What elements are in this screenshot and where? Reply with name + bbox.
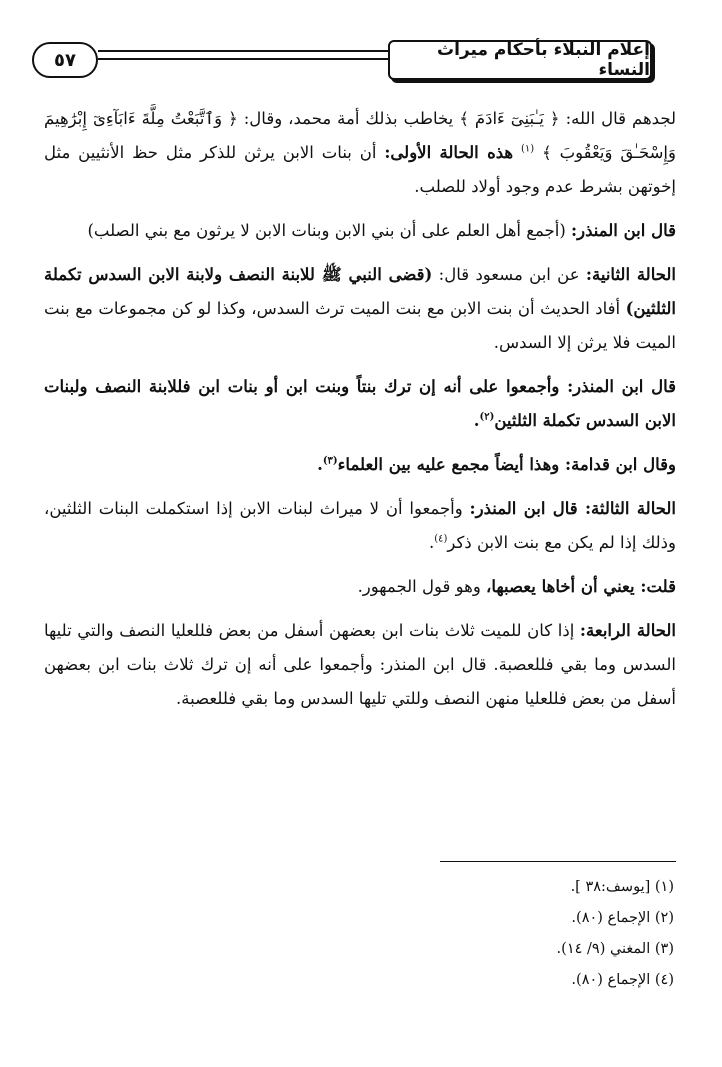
case-four-heading: الحالة الرابعة: [579, 621, 676, 640]
case-two-hadith: (قضى النبي ﷺ للابنة النصف ولابنة الابن السدس تكملة الثلثين) [44, 265, 676, 318]
book-title: إعلام النبلاء بأحكام ميراث النساء [437, 40, 650, 80]
header-rule-top [98, 50, 398, 52]
paragraph-3 [44, 258, 676, 360]
paragraph-1 [44, 102, 676, 204]
footnote-separator [440, 861, 676, 862]
case-three-heading: الحالة الثالثة: قال ابن المنذر: [469, 499, 676, 518]
page-header [28, 36, 668, 88]
paragraph-2 [44, 214, 676, 248]
footnote-ref-1: (١) [520, 143, 535, 155]
paragraph-5: وقال ابن قدامة: وهذا أيضاً مجمع عليه بين العلماء$^{(٣)}$. [317, 455, 676, 474]
case-two-heading: الحالة الثانية: [585, 265, 677, 284]
paragraph-4: قال ابن المنذر: وأجمعوا على أنه إن ترك بنتاً وبنت ابن أو بنات ابن فللابنة النصف ولبنات الابن السدس تكملة الثلثين$^{(٢)}$. [44, 377, 676, 430]
ibn-almundhir-label-1: قال ابن المنذر: [571, 221, 676, 240]
footnote-ref-2: (٢) [479, 411, 495, 423]
case-two-narration: عن ابن مسعود قال: [438, 265, 580, 284]
footnote-2: (٢) الإجماع (٨٠). [571, 910, 674, 926]
page-body [44, 102, 676, 720]
ibn-almundhir-consensus-2: قال ابن المنذر: وأجمعوا على أنه إن ترك بنتاً وبنت ابن أو بنات ابن فللابنة النصف ولبنات الابن السدس تكملة الثلثين [44, 377, 676, 430]
case-one-heading: هذه الحالة الأولى: [384, 143, 514, 162]
author-comment: قلت: يعني أن أخاها يعصبها، [486, 577, 676, 596]
footnote-ref-3: (٣) [322, 455, 338, 467]
case-two-explanation: أفاد الحديث أن بنت الابن مع بنت الميت ترث السدس، وكذا لو كن مجموعات مع بنت الميت فلا يرثن إلا السدس. [44, 299, 676, 352]
header-rule-bottom [98, 58, 398, 60]
paragraph-8 [44, 614, 676, 716]
case-one-text: أن بنات الابن يرثن للذكر مثل حظ الأنثيين مثل إخوتهن بشرط عدم وجود أولاد للصلب. [44, 143, 676, 196]
ibn-qudama-statement: وقال ابن قدامة: وهذا أيضاً مجمع عليه بين العلماء [337, 455, 676, 474]
footnote-4: (٤) الإجماع (٨٠). [571, 972, 674, 988]
book-title-box [388, 40, 652, 80]
case-three-text: وأجمعوا أن لا ميراث لبنات الابن إذا استكملت البنات الثلثين، وذلك إذا لم يكن مع بنت الابن ذكر [44, 499, 676, 552]
footnotes [44, 872, 674, 996]
case-four-text: إذا كان للميت ثلاث بنات ابن بعضهن أسفل من بعض فللعليا النصف والتي تليها السدس وما بقي فللعصبة. قال ابن المنذر: وأجمعوا على أنه إن ترك ثلاث بنات ابن بعضهن أسفل من بعض فللعليا منهن النصف وللتي تليها السدس وما بقي فللعصبة. [44, 621, 676, 708]
paragraph-7 [44, 570, 676, 604]
footnote-1: (١) [يوسف:٣٨ ]. [570, 879, 674, 895]
footnote-ref-4: (٤) [434, 533, 448, 545]
author-comment-tail: وهو قول الجمهور. [357, 577, 481, 596]
p1-quran-text: لجدهم قال الله: ﴿ يَـٰبَنِىٓ ءَادَمَ ﴾ يخاطب بذلك أمة محمد، وقال: ﴿ وَٱتَّبَعْتُ مِلَّةَ ءَابَآءِىٓ إِبْرَٰهِيمَ وَإِسْحَـٰقَ وَيَعْقُوبَ ﴾ [44, 109, 676, 162]
footnote-3: (٣) المغني (٩/ ١٤). [556, 941, 674, 957]
ibn-almundhir-quote-1: (أجمع أهل العلم على أن بني الابن وبنات الابن لا يرثون مع بني الصلب) [87, 221, 566, 240]
page-number: ٥٧ [54, 49, 76, 71]
paragraph-6: الحالة الثالثة: قال ابن المنذر: وأجمعوا أن لا ميراث لبنات الابن إذا استكملت البنات الثلثين، وذلك إذا لم يكن مع بنت الابن ذكر$^{(٤)}$. [44, 499, 676, 552]
page-number-box [32, 42, 98, 78]
